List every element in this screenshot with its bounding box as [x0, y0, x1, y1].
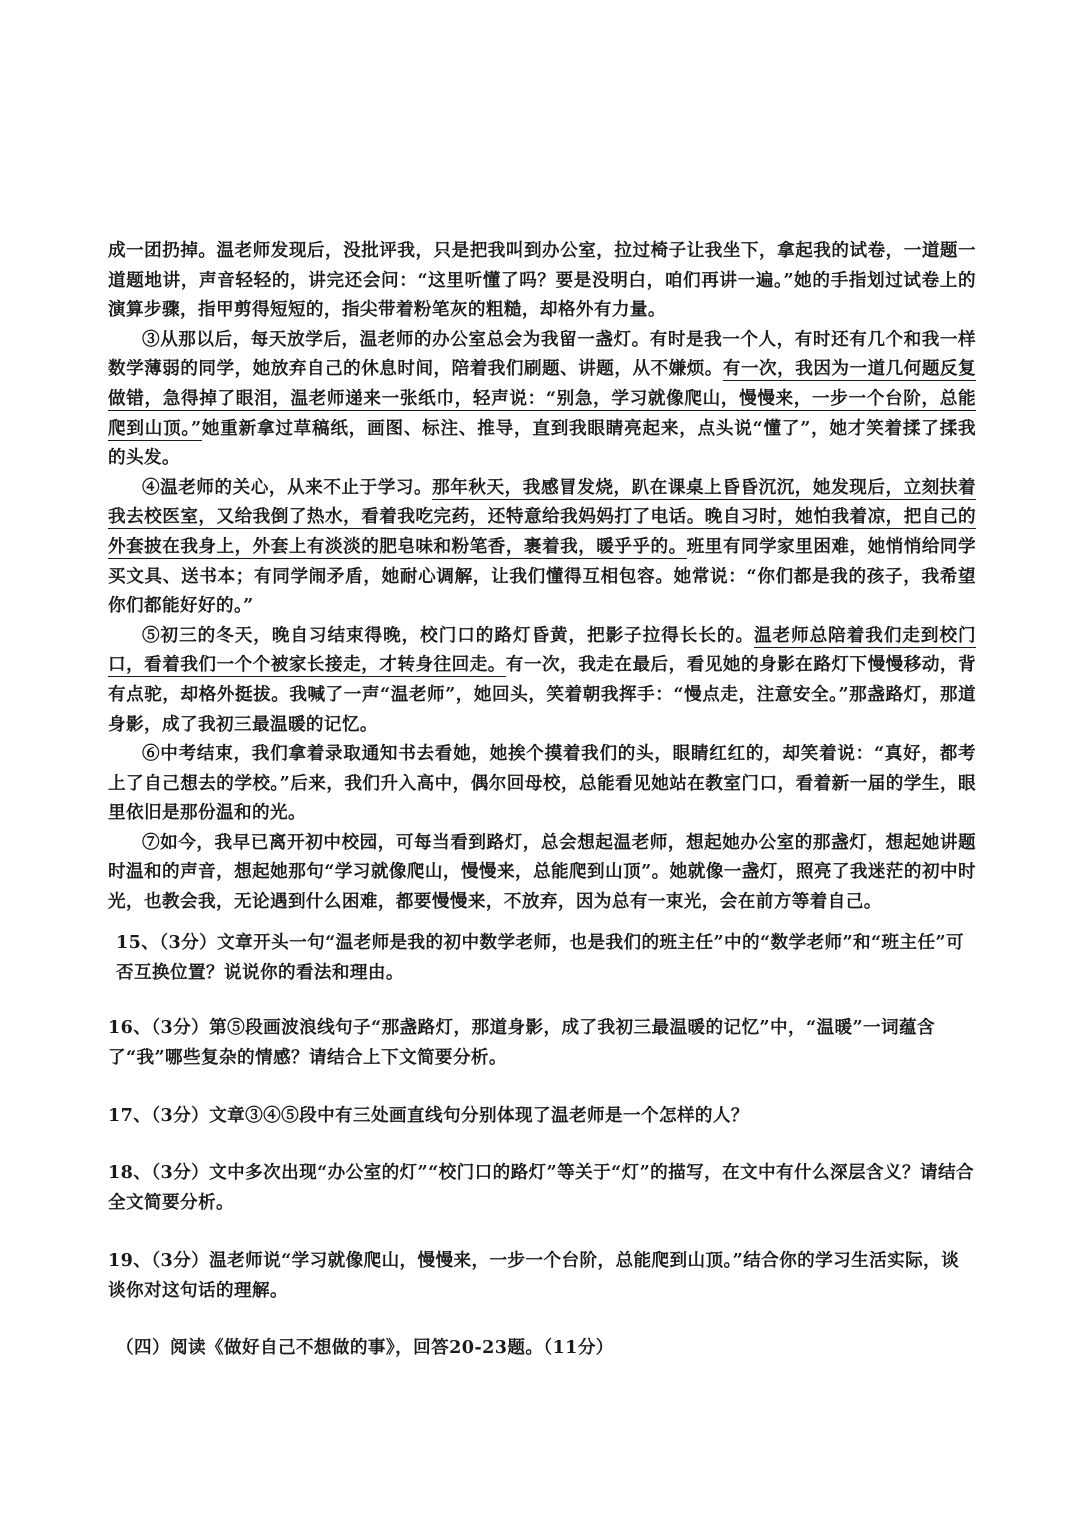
paragraph-3-text-after: 她重新拿过草稿纸，画图、标注、推导，直到我眼睛亮起来，点头说“懂了”，她才笑着揉了揉我的头发。 [108, 417, 976, 469]
question-18: 18、（3分）文中多次出现“办公室的灯”“校门口的路灯”等关于“灯”的描写，在文中有什么深层含义？请结合全文简要分析。 [108, 1162, 974, 1213]
question-16: 16、（3分）第⑤段画波浪线句子“那盏路灯，那道身影，成了我初三最温暖的记忆”中，“温暖”一词蕴含了“我”哪些复杂的情感？请结合上下文简要分析。 [108, 1017, 935, 1068]
paragraph-7: ⑦如今，我早已离开初中校园，可每当看到路灯，总会想起温老师，想起她办公室的那盏灯，想起她讲题时温和的声音，想起她那句“学习就像爬山，慢慢来，总能爬到山顶”。她就像一盏灯，照亮了我迷茫的初中时光，也教会我，无论遇到什么困难，都要慢慢来，不放弃，因为总有一束光，会在前方等着自己。 [108, 831, 976, 913]
paragraph-3 [108, 325, 976, 473]
paragraph-3-underlined-sentence: 有一次，我因为一道几何题反复做错，急得掉了眼泪，温老师递来一张纸巾，轻声说：“别急，学习就像爬山，慢慢来，一步一个台阶，总能爬到山顶。” [108, 358, 976, 439]
paragraph-4-underlined-sentence: 那年秋天，我感冒发烧，趴在课桌上昏昏沉沉，她发现后，立刻扶着我去校医室，又给我倒了热水，看着我吃完药，还特意给我妈妈打了电话。晚自习时，她怕我着凉，把自己的外套披在我身上，外套上有淡淡的肥皂味和粉笔香，裹着我，暖乎乎的。 [108, 476, 976, 557]
article-body [108, 236, 976, 917]
paragraph-5-underlined-sentence: 温老师总陪着我们走到校门口，看着我们一个个被家长接走，才转身往回走。 [108, 624, 976, 676]
paragraph-4-text-after: 班里有同学家里困难，她悄悄给同学买文具、送书本；有同学闹矛盾，她耐心调解，让我们懂得互相包容。她常说：“你们都是我的孩子，我希望你们都能好好的。” [108, 535, 976, 617]
paragraph-5-text: ⑤初三的冬天，晚自习结束得晚，校门口的路灯昏黄，把影子拉得长长的。 [142, 624, 754, 646]
question-19: 19、（3分）温老师说“学习就像爬山，慢慢来，一步一个台阶，总能爬到山顶。”结合你的学习生活实际，谈谈你对这句话的理解。 [108, 1250, 960, 1301]
paragraph-5 [108, 621, 976, 739]
section-heading: （四）阅读《做好自己不想做的事》，回答20-23题。（11分） [116, 1337, 614, 1358]
question-15: 15、（3分）文章开头一句“温老师是我的初中数学老师，也是我们的班主任”中的“数学老师”和“班主任”可否互换位置？说说你的看法和理由。 [116, 932, 964, 983]
paragraph-2-tail: 成一团扔掉。温老师发现后，没批评我，只是把我叫到办公室，拉过椅子让我坐下，拿起我的试卷，一道题一道题地讲，声音轻轻的，讲完还会问：“这里听懂了吗？要是没明白，咱们再讲一遍。”她的手指划过试卷上的演算步骤，指甲剪得短短的，指尖带着粉笔灰的粗糙，却格外有力量。 [108, 240, 976, 321]
paragraph-4-text: ④温老师的关心，从来不止于学习。 [142, 476, 433, 498]
paragraph-5-text-after: 有一次，我走在最后，看见她的身影在路灯下慢慢移动，背有点驼，却格外挺拔。我喊了一声“温老师”，她回头，笑着朝我挥手：“慢点走，注意安全。”那盏路灯，那道身影，成了我初三最温暖的记忆。 [108, 654, 976, 735]
paragraph-6: ⑥中考结束，我们拿着录取通知书去看她，她挨个摸着我们的头，眼睛红红的，却笑着说：“真好，都考上了自己想去的学校。”后来，我们升入高中，偶尔回母校，总能看见她站在教室门口，看着新一届的学生，眼里依旧是那份温和的光。 [108, 743, 976, 824]
question-17: 17、（3分）文章③④⑤段中有三处画直线句分别体现了温老师是一个怎样的人？ [108, 1105, 749, 1126]
paragraph-4 [108, 473, 976, 621]
paragraph-3-text: ③从那以后，每天放学后，温老师的办公室总会为我留一盏灯。有时是我一个人，有时还有几个和我一样数学薄弱的同学，她放弃自己的休息时间，陪着我们刷题、讲题，从不嫌烦。 [108, 328, 976, 380]
